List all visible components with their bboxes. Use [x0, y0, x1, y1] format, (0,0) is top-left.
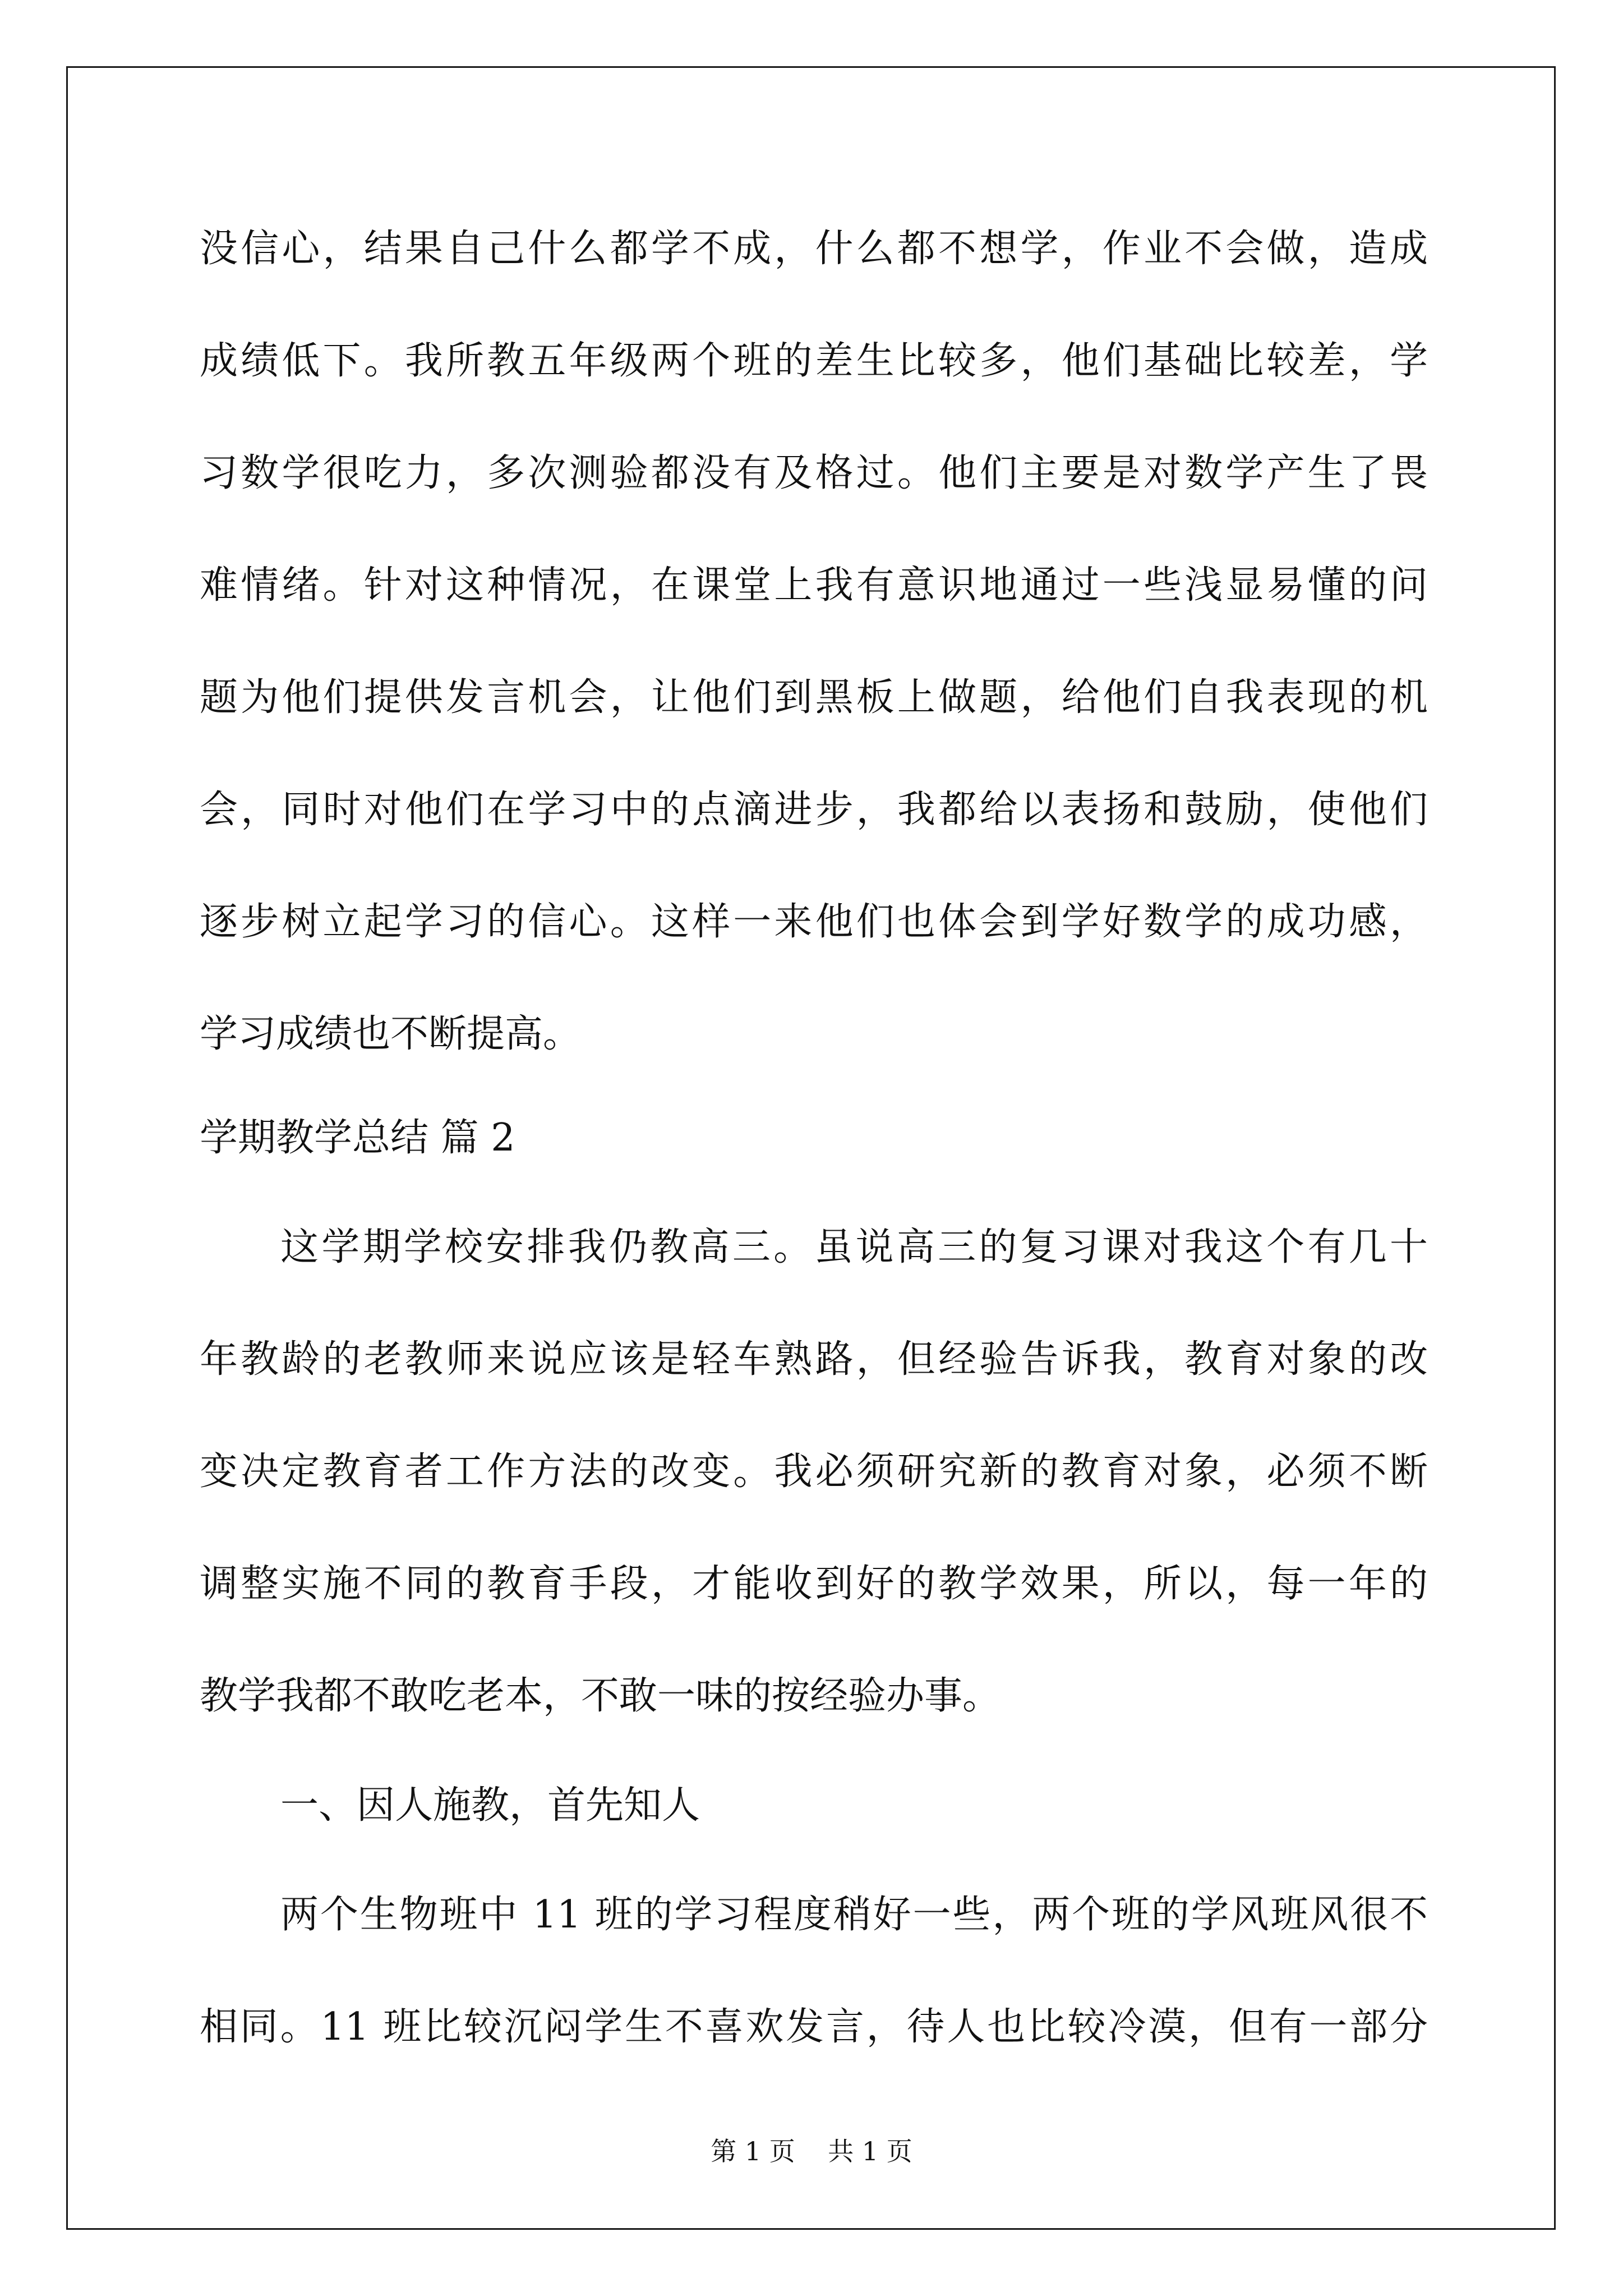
body-line: 相同。11 班比较沉闷学生不喜欢发言，待人也比较冷漠，但有一部分 [200, 2005, 1428, 2049]
body-line: 调整实施不同的教育手段，才能收到好的教学效果，所以，每一年的 [200, 1562, 1428, 1606]
body-line: 学习成绩也不断提高。 [200, 1012, 582, 1056]
page-number-footer: 第 1 页 共 1 页 [711, 2136, 912, 2166]
body-line: 习数学很吃力，多次测验都没有及格过。他们主要是对数学产生了畏 [200, 451, 1428, 495]
subsection-heading: 一、因人施教，首先知人 [280, 1783, 700, 1828]
body-line: 这学期学校安排我仍教高三。虽说高三的复习课对我这个有几十 [280, 1225, 1428, 1269]
body-line: 两个生物班中 11 班的学习程度稍好一些，两个班的学风班风很不 [280, 1893, 1428, 1937]
body-line: 成绩低下。我所教五年级两个班的差生比较多，他们基础比较差，学 [200, 339, 1428, 383]
body-line: 会，同时对他们在学习中的点滴进步，我都给以表扬和鼓励，使他们 [200, 788, 1428, 832]
body-line: 变决定教育者工作方法的改变。我必须研究新的教育对象，必须不断 [200, 1450, 1428, 1494]
body-line: 年教龄的老教师来说应该是轻车熟路，但经验告诉我，教育对象的改 [200, 1337, 1428, 1382]
body-line: 逐步树立起学习的信心。这样一来他们也体会到学好数学的成功感， [200, 900, 1428, 944]
section-heading: 学期教学总结 篇 2 [200, 1116, 515, 1160]
body-line: 题为他们提供发言机会，让他们到黑板上做题，给他们自我表现的机 [200, 675, 1428, 720]
body-line: 难情绪。针对这种情况，在课堂上我有意识地通过一些浅显易懂的问 [200, 563, 1428, 608]
body-line: 教学我都不敢吃老本，不敢一味的按经验办事。 [200, 1674, 1001, 1718]
body-line: 没信心，结果自己什么都学不成，什么都不想学，作业不会做，造成 [200, 227, 1428, 271]
